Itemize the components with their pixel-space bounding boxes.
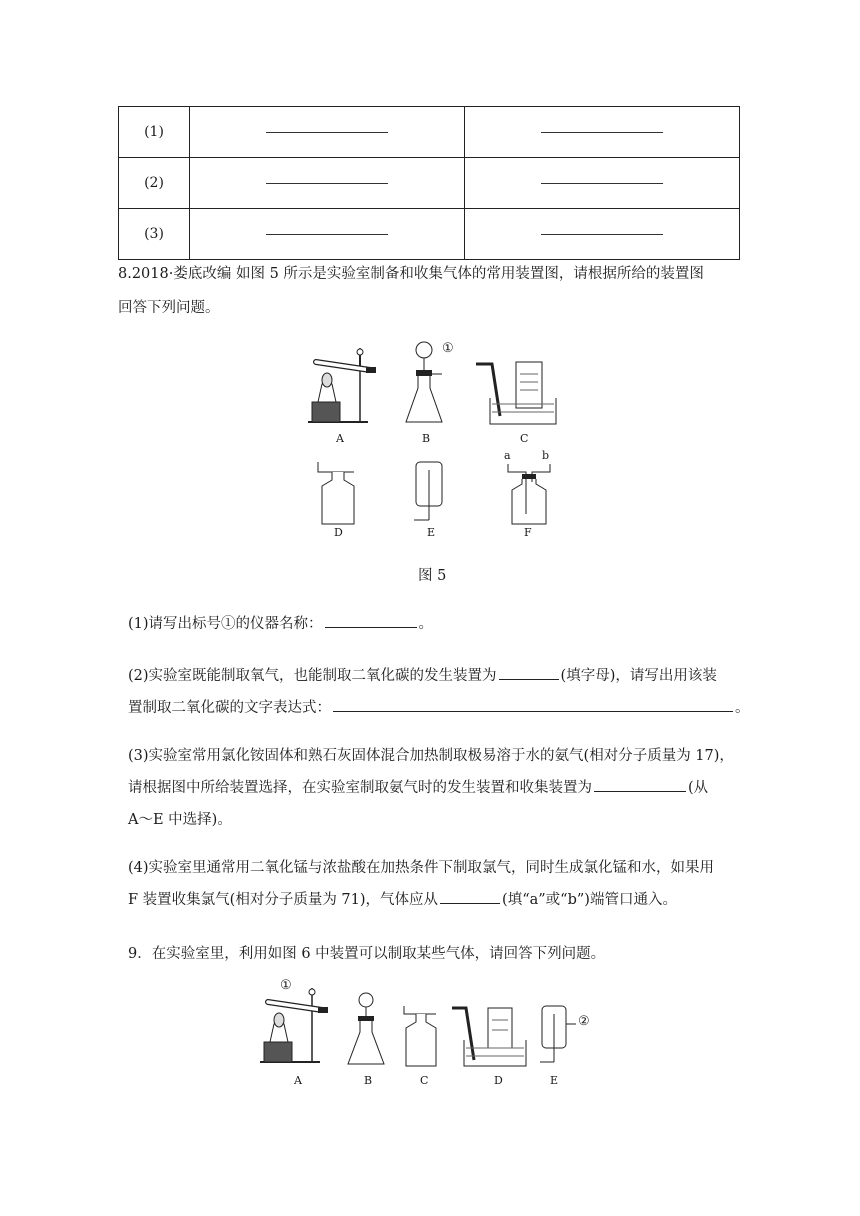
apparatus-f-icon [504,458,554,528]
answer-blank-cell[interactable] [190,209,465,260]
answer-table [118,106,740,260]
label-d: D [334,526,343,539]
apparatus-a-icon [252,980,332,1070]
q8-p2-line2-tail: 。 [735,700,750,716]
answer-blank[interactable] [333,697,733,712]
q8-header-line1: 8.2018·娄底改编 如图 5 所示是实验室制备和收集气体的常用装置图，请根据所给的装置图 [118,266,704,282]
q8-p4-line2-text: F 装置收集氯气(相对分子质量为 71)，气体应从 [128,892,439,908]
apparatus-d-icon [314,458,364,528]
label-b: B [364,1074,373,1087]
label-d: D [494,1074,503,1087]
q8-p2-text: (2)实验室既能制取氧气，也能制取二氧化碳的发生装置为 [128,668,497,684]
answer-blank-cell[interactable] [465,158,740,209]
apparatus-d-icon [448,1000,530,1070]
label-a: A [294,1074,302,1087]
answer-blank[interactable] [325,613,417,628]
q8-p1-tail: 。 [418,616,434,632]
q8-p2-line2-text: 置制取二氧化碳的文字表达式： [128,700,331,716]
row-index: (1) [119,107,190,158]
apparatus-c-icon [472,340,562,430]
label-b: B [422,432,431,445]
apparatus-c-icon [400,1002,445,1070]
apparatus-e-icon [410,458,450,528]
label-e: E [550,1074,559,1087]
marker-1: ① [280,978,292,993]
answer-blank-cell[interactable] [465,209,740,260]
port-b-label: b [542,449,550,462]
q8-p3-line2-text: 请根据图中所给装置选择，在实验室制取氨气时的发生装置和收集装置为 [128,780,592,796]
answer-blank-cell[interactable] [190,107,465,158]
table-row [119,107,740,158]
figure-5-caption: 图 5 [418,568,447,584]
q8-header-line2: 回答下列问题。 [118,300,220,316]
answer-blank[interactable] [440,889,500,904]
table-row [119,209,740,260]
q8-p3-line3: A～E 中选择)。 [128,812,232,828]
label-c: C [520,432,529,445]
q8-p4-line1: (4)实验室里通常用二氧化锰与浓盐酸在加热条件下制取氯气，同时生成氯化锰和水，如果用 [128,860,715,876]
apparatus-e-icon [536,1002,576,1070]
row-index: (3) [119,209,190,260]
q8-p2-line2 [128,696,750,717]
label-c: C [420,1074,429,1087]
q8-p3-line2 [128,776,708,797]
q8-p2 [128,664,717,685]
marker-2: ② [578,1014,590,1029]
q8-p1-text: (1)请写出标号①的仪器名称： [128,616,323,632]
q8-p4-line2 [128,888,677,909]
table-row [119,158,740,209]
marker-1: ① [442,341,454,356]
q8-p1 [128,612,433,633]
label-e: E [427,526,436,539]
answer-blank-cell[interactable] [190,158,465,209]
apparatus-a-icon [300,340,380,430]
apparatus-b-icon [344,990,394,1070]
answer-blank[interactable] [594,777,686,792]
answer-blank[interactable] [499,665,559,680]
q8-p2-tail: (填字母)，请写出用该装 [560,668,717,684]
q9-header: 9．在实验室里，利用如图 6 中装置可以制取某些气体，请回答下列问题。 [128,946,606,962]
label-f: F [524,526,532,539]
row-index: (2) [119,158,190,209]
q8-p3-line2-tail: (从 [688,780,709,796]
label-a: A [336,432,344,445]
q8-p3-line1: (3)实验室常用氯化铵固体和熟石灰固体混合加热制取极易溶于水的氨气(相对分子质量为 17)， [128,748,734,764]
answer-blank-cell[interactable] [465,107,740,158]
q8-p4-line2-tail: (填“a”或“b”)端管口通入。 [502,892,677,908]
port-a-label: a [504,449,511,462]
